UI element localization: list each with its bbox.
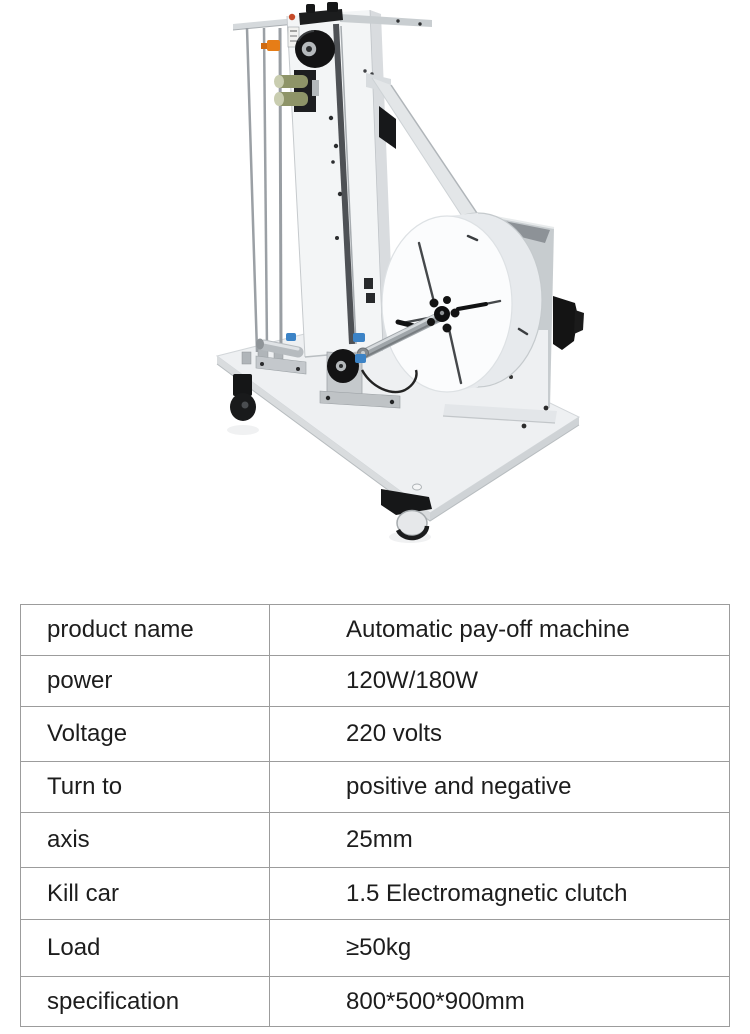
caster-fork — [233, 374, 252, 396]
spec-value: 1.5 Electromagnetic clutch — [270, 868, 730, 920]
column-cutout — [364, 278, 373, 289]
screw — [260, 362, 264, 366]
top-pulley — [295, 30, 335, 68]
column-cutout — [366, 293, 375, 303]
spec-value: 800*500*900mm — [270, 977, 730, 1027]
bottom-pulley-axle — [339, 364, 343, 368]
caster-hub — [242, 402, 249, 409]
spec-row — [21, 868, 730, 920]
screw — [396, 19, 399, 22]
motor-body — [553, 296, 578, 350]
blue-fitting — [353, 333, 365, 342]
spec-label: axis — [21, 813, 270, 868]
screw — [418, 22, 421, 25]
bracket-knob — [306, 4, 315, 13]
screw — [326, 396, 330, 400]
screw — [329, 116, 333, 120]
blue-fitting — [286, 333, 296, 341]
hub-knob — [427, 318, 435, 326]
spec-label: Voltage — [21, 707, 270, 762]
red-knob — [289, 14, 295, 20]
pulley-axle — [306, 46, 312, 52]
spec-value: positive and negative — [270, 762, 730, 813]
orange-knob — [267, 40, 280, 51]
roller-end-cap — [274, 92, 284, 106]
spec-value: ≥50kg — [270, 920, 730, 977]
motor — [553, 296, 584, 350]
rod-foot-block — [242, 352, 251, 364]
spec-value: 25mm — [270, 813, 730, 868]
screw — [296, 367, 300, 371]
cylinder-end — [256, 339, 264, 350]
spec-label: Kill car — [21, 868, 270, 920]
blue-fitting — [355, 354, 366, 363]
spec-row — [21, 762, 730, 813]
guide-rod — [247, 28, 257, 352]
spec-row — [21, 707, 730, 762]
screw — [335, 236, 339, 240]
spec-row — [21, 920, 730, 977]
base-hole — [413, 484, 422, 490]
bracket-knob — [327, 2, 338, 12]
spec-value: Automatic pay-off machine — [270, 605, 730, 656]
spec-row — [21, 813, 730, 868]
spec-table — [20, 604, 730, 1027]
screw — [334, 144, 338, 148]
screw — [338, 192, 342, 196]
screw — [363, 69, 366, 72]
motor-cap — [574, 310, 584, 334]
roller-end-cap — [274, 75, 284, 88]
arm-edge — [391, 85, 489, 231]
spec-row — [21, 656, 730, 707]
hub-knob — [443, 296, 451, 304]
roller-mount — [312, 80, 319, 96]
spec-label: product name — [21, 605, 270, 656]
hub-center — [440, 311, 444, 315]
hub-knob — [443, 324, 452, 333]
spec-label: specification — [21, 977, 270, 1027]
spec-label: Load — [21, 920, 270, 977]
spec-label: power — [21, 656, 270, 707]
guide-rod — [264, 28, 267, 350]
orange-knob-tip — [261, 43, 267, 49]
screw — [390, 400, 394, 404]
spec-row — [21, 977, 730, 1027]
spec-label: Turn to — [21, 762, 270, 813]
spec-value: 220 volts — [270, 707, 730, 762]
screw — [522, 424, 527, 429]
arm-bar — [372, 78, 489, 231]
hub-knob — [430, 299, 439, 308]
caster-shadow — [227, 425, 259, 435]
spec-row — [21, 605, 730, 656]
reel-disc — [382, 213, 542, 392]
hub-knob — [451, 309, 460, 318]
screw — [331, 160, 335, 164]
screw — [544, 406, 549, 411]
spec-value: 120W/180W — [270, 656, 730, 707]
